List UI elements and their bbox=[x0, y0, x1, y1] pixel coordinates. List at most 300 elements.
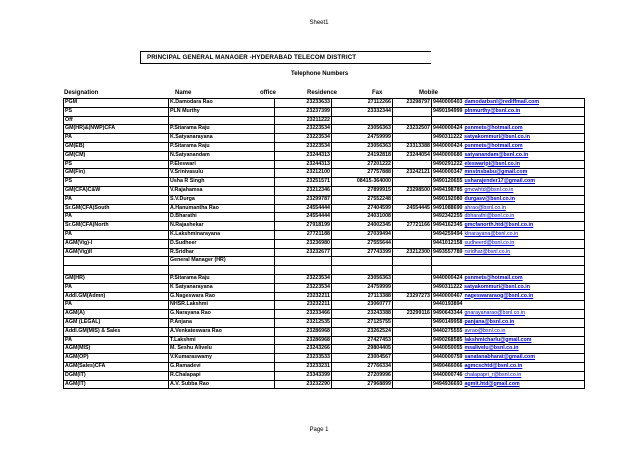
residence-cell: 27209996 bbox=[332, 371, 393, 380]
mobile-cell bbox=[432, 345, 585, 354]
fax-cell: 23242121 bbox=[393, 169, 432, 178]
office-cell: 23223534 bbox=[275, 134, 332, 143]
mobile-cell bbox=[432, 310, 585, 319]
mobile-cell bbox=[432, 230, 585, 239]
office-cell: 23244313 bbox=[275, 151, 332, 160]
email-link[interactable]: sudheerd@bsnl.co.in bbox=[464, 239, 515, 246]
designation-cell: AGM(IT) bbox=[64, 380, 169, 389]
designation-cell: GM(Fin) bbox=[64, 169, 169, 178]
fax-cell bbox=[393, 283, 432, 292]
mobile-number: 9440000424 bbox=[433, 125, 463, 132]
residence-cell: 27968899 bbox=[332, 380, 393, 389]
office-cell: 23212100 bbox=[275, 169, 332, 178]
col-office: office bbox=[260, 90, 277, 96]
residence-cell: 27743399 bbox=[332, 248, 393, 257]
sheet-name: Sheet1 bbox=[309, 20, 329, 26]
name-cell: A.Hanumantha Rao bbox=[169, 204, 275, 213]
directory-table bbox=[63, 98, 585, 389]
fax-cell bbox=[393, 274, 432, 283]
designation-cell: AGM(MIS) bbox=[64, 345, 169, 354]
email-link[interactable]: panjana@bsnl.co.in bbox=[464, 318, 515, 325]
designation-cell: PA bbox=[64, 283, 169, 292]
name-cell: K.Satyanarayana bbox=[169, 134, 275, 143]
mobile-number: 9490291222 bbox=[433, 160, 463, 167]
table-row bbox=[64, 327, 585, 336]
table-row bbox=[64, 213, 585, 222]
office-cell: 23233231 bbox=[275, 362, 332, 371]
name-cell bbox=[169, 116, 275, 125]
col-name: Name bbox=[175, 90, 192, 96]
table-row bbox=[64, 151, 585, 160]
office-cell: 23232290 bbox=[275, 380, 332, 389]
fax-cell bbox=[393, 354, 432, 363]
table-row bbox=[64, 230, 585, 239]
designation-cell: AGM(Vig)-I bbox=[64, 239, 169, 248]
designation-cell: Sr.GM(CFA)North bbox=[64, 222, 169, 231]
mobile-number: 9490149958 bbox=[433, 318, 463, 325]
email-link[interactable]: nageswararaog@bsnl.co.in bbox=[464, 292, 534, 299]
residence-cell: 23060777 bbox=[332, 301, 393, 310]
mobile-number: 9440000680 bbox=[433, 151, 463, 158]
email-link[interactable]: damodarbsnl@rediffmail.com bbox=[464, 99, 540, 105]
designation-cell: PA bbox=[64, 336, 169, 345]
table-row bbox=[64, 292, 585, 301]
fax-cell bbox=[393, 160, 432, 169]
table-row bbox=[64, 239, 585, 248]
residence-cell: 23262524 bbox=[332, 327, 393, 336]
name-cell: V.Rajahamsa bbox=[169, 186, 275, 195]
mobile-cell bbox=[432, 222, 585, 231]
fax-cell bbox=[393, 134, 432, 143]
designation-cell: AGM(OP) bbox=[64, 354, 169, 363]
residence-cell bbox=[332, 257, 393, 266]
fax-cell: 23298797 bbox=[393, 99, 432, 108]
designation-cell: PA bbox=[64, 230, 169, 239]
residence-cell: 24192818 bbox=[332, 151, 393, 160]
email-link[interactable]: satyanandam@bsnl.co.in bbox=[464, 151, 529, 158]
email-link[interactable]: sanatanabharat@gmail.com bbox=[464, 354, 535, 361]
mobile-cell bbox=[432, 301, 585, 310]
residence-cell: 24002345 bbox=[332, 222, 393, 231]
office-cell: 23212535 bbox=[275, 318, 332, 327]
mobile-cell bbox=[432, 169, 585, 178]
office-cell: 23286968 bbox=[275, 336, 332, 345]
fax-cell: 23297273 bbox=[393, 292, 432, 301]
mobile-number: 9440000403 bbox=[433, 99, 463, 105]
residence-cell: 27113388 bbox=[332, 292, 393, 301]
office-cell: 24554444 bbox=[275, 204, 332, 213]
mobile-cell bbox=[432, 160, 585, 169]
table-row bbox=[64, 283, 585, 292]
residence-cell: 23243388 bbox=[332, 310, 393, 319]
designation-cell: AGM (LEGAL) bbox=[64, 318, 169, 327]
table-row bbox=[64, 99, 585, 108]
residence-cell: 29804405 bbox=[332, 345, 393, 354]
name-cell: A.Venkateswara Rao bbox=[169, 327, 275, 336]
mobile-number: 9494259494 bbox=[433, 230, 463, 237]
office-cell: 23244313 bbox=[275, 160, 332, 169]
fax-cell bbox=[393, 380, 432, 389]
designation-cell bbox=[64, 257, 169, 266]
email-link[interactable]: lakshmicharlu@gmail.com bbox=[464, 336, 532, 343]
fax-cell bbox=[393, 362, 432, 371]
mobile-cell bbox=[432, 257, 585, 266]
name-cell: P.Sitarama Raju bbox=[169, 125, 275, 134]
email-link[interactable]: klnarayana@bsnl.co.in bbox=[464, 230, 519, 237]
residence-cell: 23004567 bbox=[332, 354, 393, 363]
table-row bbox=[64, 310, 585, 319]
office-cell bbox=[275, 257, 332, 266]
mobile-cell bbox=[432, 248, 585, 257]
page-footer: Page 1 bbox=[309, 427, 329, 433]
fax-cell bbox=[393, 195, 432, 204]
fax-cell bbox=[393, 178, 432, 187]
mobile-number: 9440000759 bbox=[433, 354, 463, 361]
mobile-number: 9440275555 bbox=[433, 327, 463, 334]
table-row bbox=[64, 186, 585, 195]
name-cell: N.Satyanandam bbox=[169, 151, 275, 160]
name-cell: V.Kumaraswamy bbox=[169, 354, 275, 363]
mobile-cell bbox=[432, 380, 585, 389]
mobile-cell bbox=[432, 134, 585, 143]
office-cell: 23233533 bbox=[275, 354, 332, 363]
name-cell: R.Sridhar bbox=[169, 248, 275, 257]
residence-cell: 27555644 bbox=[332, 239, 393, 248]
name-cell: K.Lakshminarayana bbox=[169, 230, 275, 239]
email-link[interactable]: psnmets@hotmail.com bbox=[464, 142, 523, 149]
fax-cell bbox=[393, 371, 432, 380]
fax-cell: 23244054 bbox=[393, 151, 432, 160]
residence-cell: 27766334 bbox=[332, 362, 393, 371]
residence-cell bbox=[332, 266, 393, 275]
residence-cell: 27552248 bbox=[332, 195, 393, 204]
mobile-number: 9490120655 bbox=[433, 178, 463, 185]
name-cell: NHSR.Lakshmi bbox=[169, 301, 275, 310]
table-row bbox=[64, 204, 585, 213]
mobile-cell bbox=[432, 107, 585, 116]
mobile-number: 9441012158 bbox=[433, 239, 463, 246]
residence-cell: 27404599 bbox=[332, 204, 393, 213]
fax-cell bbox=[393, 336, 432, 345]
designation-cell: GM(HR) bbox=[64, 274, 169, 283]
name-cell: P.Sitarama Raju bbox=[169, 274, 275, 283]
office-cell: 23232677 bbox=[275, 248, 332, 257]
office-cell: 23237399 bbox=[275, 107, 332, 116]
designation-cell: PA bbox=[64, 301, 169, 310]
office-cell: 23223534 bbox=[275, 283, 332, 292]
table-row bbox=[64, 178, 585, 187]
email-link[interactable]: avrao@bsnl.co.in bbox=[464, 327, 506, 334]
office-cell: 23286968 bbox=[275, 327, 332, 336]
mobile-number: 9440000347 bbox=[433, 169, 463, 176]
mobile-cell bbox=[432, 142, 585, 151]
office-cell: 27918199 bbox=[275, 222, 332, 231]
residence-cell: 27039494 bbox=[332, 230, 393, 239]
designation-cell: AGM(Sales)CFA bbox=[64, 362, 169, 371]
office-cell: 23299787 bbox=[275, 195, 332, 204]
name-cell: S.V.Durga bbox=[169, 195, 275, 204]
mobile-cell bbox=[432, 266, 585, 275]
name-cell: T.Lakshmi bbox=[169, 336, 275, 345]
mobile-number: 9492342255 bbox=[433, 213, 463, 220]
name-cell: P.Anjana bbox=[169, 318, 275, 327]
residence-cell: 27201222 bbox=[332, 160, 393, 169]
mobile-number: 9494936693 bbox=[433, 380, 463, 387]
mobile-number: 9494162345 bbox=[433, 222, 463, 229]
designation-cell: PS bbox=[64, 178, 169, 187]
mobile-cell bbox=[432, 274, 585, 283]
mobile-number: 9490194999 bbox=[433, 107, 463, 114]
office-cell: 23236980 bbox=[275, 239, 332, 248]
name-cell: G.Ramadevi bbox=[169, 362, 275, 371]
fax-cell bbox=[393, 266, 432, 275]
mobile-number: 9490643344 bbox=[433, 310, 463, 317]
document-title: PRINCIPAL GENERAL MANAGER -HYDERABAD TELECOM DISTRICT bbox=[147, 54, 357, 61]
email-link[interactable]: ahrao@bsnl.co.in bbox=[464, 204, 506, 211]
name-cell: R.Chalapapi bbox=[169, 371, 275, 380]
table-row bbox=[64, 169, 585, 178]
col-mobile: Mobile bbox=[419, 90, 438, 96]
residence-cell: 24759999 bbox=[332, 134, 393, 143]
name-cell: A.V. Subba Rao bbox=[169, 380, 275, 389]
table-row bbox=[64, 125, 585, 134]
table-row bbox=[64, 248, 585, 257]
office-cell: 27721188 bbox=[275, 230, 332, 239]
mobile-cell bbox=[432, 239, 585, 248]
office-cell: 23211222 bbox=[275, 116, 332, 125]
fax-cell bbox=[393, 257, 432, 266]
office-cell: 23223534 bbox=[275, 125, 332, 134]
name-cell: P.Sitarama Raju bbox=[169, 142, 275, 151]
mobile-number: 9490311222 bbox=[433, 134, 463, 141]
mobile-cell bbox=[432, 204, 585, 213]
fax-cell: 23232507 bbox=[393, 125, 432, 134]
email-link[interactable]: gnarayanarao@bsnl.co.in bbox=[464, 310, 525, 317]
email-link[interactable]: satyakommuri@bsnl.co.in bbox=[464, 134, 530, 141]
designation-cell: Addl.GM(Admn) bbox=[64, 292, 169, 301]
residence-cell: 24031008 bbox=[332, 213, 393, 222]
email-link[interactable]: msalivelu@bsnl.co.in bbox=[464, 345, 519, 352]
mobile-cell bbox=[432, 178, 585, 187]
office-cell: 23223534 bbox=[275, 142, 332, 151]
mobile-number: 9440000424 bbox=[433, 274, 463, 281]
fax-cell bbox=[393, 301, 432, 310]
name-cell: D.Sudheer bbox=[169, 239, 275, 248]
name-cell: K.Damodara Rao bbox=[169, 99, 275, 108]
table-row bbox=[64, 380, 585, 389]
name-cell: General Manager (HR) bbox=[169, 257, 275, 266]
mobile-cell bbox=[432, 195, 585, 204]
office-cell: 23232211 bbox=[275, 301, 332, 310]
email-link[interactable]: satyakommuri@bsnl.co.in bbox=[464, 283, 530, 290]
email-link[interactable]: mnstnsbabu@gmail.com bbox=[464, 169, 528, 176]
mobile-cell bbox=[432, 354, 585, 363]
designation-cell: GM(HR)&(NWP)CFA bbox=[64, 125, 169, 134]
residence-cell: 23056363 bbox=[332, 125, 393, 134]
table-row bbox=[64, 222, 585, 231]
col-designation: Designation bbox=[64, 90, 99, 96]
designation-cell: PS bbox=[64, 107, 169, 116]
mobile-cell bbox=[432, 99, 585, 108]
mobile-number: 9440000467 bbox=[433, 292, 463, 299]
name-cell: G.Nageswara Rao bbox=[169, 292, 275, 301]
mobile-number: 9490192080 bbox=[433, 195, 463, 202]
mobile-number: 9490466066 bbox=[433, 362, 463, 369]
name-cell: P.Eleswari bbox=[169, 160, 275, 169]
residence-cell: 23332344 bbox=[332, 107, 393, 116]
residence-cell bbox=[332, 116, 393, 125]
fax-cell bbox=[393, 345, 432, 354]
email-link[interactable]: dbharathi@bsnl.co.in bbox=[464, 213, 515, 220]
mobile-cell bbox=[432, 336, 585, 345]
mobile-cell bbox=[432, 151, 585, 160]
mobile-number: 9440193894 bbox=[433, 301, 463, 308]
residence-cell: 27427453 bbox=[332, 336, 393, 345]
designation-cell: PA bbox=[64, 134, 169, 143]
table-row bbox=[64, 345, 585, 354]
office-cell: 23232211 bbox=[275, 292, 332, 301]
mobile-cell bbox=[432, 371, 585, 380]
name-cell: V.Srinivasulu bbox=[169, 169, 275, 178]
designation-cell: Sr.GM(CFA)South bbox=[64, 204, 169, 213]
name-cell: N.Rajashekar bbox=[169, 222, 275, 231]
fax-cell: 23212300 bbox=[393, 248, 432, 257]
email-link[interactable]: chalapapri_r@bsnl.co.in bbox=[464, 371, 522, 378]
mobile-number: 9491088690 bbox=[433, 204, 463, 211]
designation-cell: PA bbox=[64, 213, 169, 222]
table-row bbox=[64, 354, 585, 363]
table-row bbox=[64, 274, 585, 283]
name-cell: K Satyanarayana bbox=[169, 283, 275, 292]
fax-cell: 23313388 bbox=[393, 142, 432, 151]
table-row bbox=[64, 107, 585, 116]
designation-cell bbox=[64, 266, 169, 275]
fax-cell bbox=[393, 318, 432, 327]
col-residence: Residence bbox=[307, 90, 338, 96]
mobile-cell bbox=[432, 283, 585, 292]
mobile-cell bbox=[432, 318, 585, 327]
email-link[interactable]: usharajender17@gmail.com bbox=[464, 178, 535, 185]
office-cell bbox=[275, 266, 332, 275]
designation-cell: Addl.GM(MIS) & Sales bbox=[64, 327, 169, 336]
mobile-cell bbox=[432, 327, 585, 336]
email-link[interactable]: eleswaripi@bsnl.co.in bbox=[464, 160, 520, 167]
fax-cell bbox=[393, 239, 432, 248]
name-cell: PLN Murthy bbox=[169, 107, 275, 116]
residence-cell: 27757888 bbox=[332, 169, 393, 178]
email-link[interactable]: agmcschtd@bsnl.co.in bbox=[464, 362, 523, 369]
office-cell: 23243266 bbox=[275, 345, 332, 354]
fax-cell bbox=[393, 230, 432, 239]
residence-cell: 23056363 bbox=[332, 142, 393, 151]
email-link[interactable]: gmcfanorth.htd@bsnl.co.in bbox=[464, 222, 534, 229]
email-link[interactable]: psnmets@hotmail.com bbox=[464, 274, 523, 281]
mobile-cell bbox=[432, 213, 585, 222]
mobile-number: 9494198785 bbox=[433, 186, 463, 193]
fax-cell bbox=[393, 327, 432, 336]
mobile-number: 9493557789 bbox=[433, 248, 463, 255]
office-cell: 23233633 bbox=[275, 99, 332, 108]
office-cell: 23343399 bbox=[275, 371, 332, 380]
designation-cell: PS bbox=[64, 160, 169, 169]
name-cell: Usha R Singh bbox=[169, 178, 275, 187]
designation-cell: GM(EB) bbox=[64, 142, 169, 151]
office-cell: 23233466 bbox=[275, 310, 332, 319]
table-row bbox=[64, 142, 585, 151]
designation-cell: AGM(A) bbox=[64, 310, 169, 319]
mobile-cell bbox=[432, 186, 585, 195]
mobile-cell bbox=[432, 292, 585, 301]
fax-cell bbox=[393, 107, 432, 116]
fax-cell: 23299116 bbox=[393, 310, 432, 319]
mobile-number: 9440000424 bbox=[433, 142, 463, 149]
designation-cell: GM(CM) bbox=[64, 151, 169, 160]
table-row bbox=[64, 257, 585, 266]
table-row bbox=[64, 371, 585, 380]
mobile-number: 9490311222 bbox=[433, 283, 463, 290]
designation-cell: Off bbox=[64, 116, 169, 125]
fax-cell: 23298500 bbox=[393, 186, 432, 195]
office-cell: 23251571 bbox=[275, 178, 332, 187]
office-cell: 23223534 bbox=[275, 274, 332, 283]
mobile-cell bbox=[432, 362, 585, 371]
table-row bbox=[64, 301, 585, 310]
col-fax: Fax bbox=[372, 90, 383, 96]
table-row bbox=[64, 134, 585, 143]
mobile-cell bbox=[432, 125, 585, 134]
residence-cell: 24759999 bbox=[332, 283, 393, 292]
name-cell bbox=[169, 266, 275, 275]
email-link[interactable]: gmcwhtd@bsnl.co.in bbox=[464, 186, 514, 193]
email-link[interactable]: agmit.htd@gmail.com bbox=[464, 380, 520, 387]
residence-cell: 27112266 bbox=[332, 99, 393, 108]
residence-cell: 27899915 bbox=[332, 186, 393, 195]
fax-cell: 27721166 bbox=[393, 222, 432, 231]
designation-cell: PGM bbox=[64, 99, 169, 108]
designation-cell: GM(CFA)C&W bbox=[64, 186, 169, 195]
table-row bbox=[64, 160, 585, 169]
designation-cell: DGM(IT) bbox=[64, 371, 169, 380]
mobile-number: 9440000746 bbox=[433, 371, 463, 378]
office-cell: 23212346 bbox=[275, 186, 332, 195]
fax-cell: 24554445 bbox=[393, 204, 432, 213]
mobile-number: 9440050055 bbox=[433, 345, 463, 352]
residence-cell: 27125755 bbox=[332, 318, 393, 327]
name-cell: G.Narayana Rao bbox=[169, 310, 275, 319]
fax-cell bbox=[393, 116, 432, 125]
telephone-header: Telephone Numbers bbox=[291, 71, 349, 77]
office-cell: 24554444 bbox=[275, 213, 332, 222]
table-row bbox=[64, 195, 585, 204]
email-link[interactable]: rsridhar@bsnl.co.in bbox=[464, 248, 511, 255]
mobile-cell bbox=[432, 116, 585, 125]
name-cell: M. Seshu Alivelu bbox=[169, 345, 275, 354]
email-link[interactable]: plnmurthy@bsnl.co.in bbox=[464, 107, 521, 114]
mobile-number: 9490268585 bbox=[433, 336, 463, 343]
table-row bbox=[64, 318, 585, 327]
residence-cell: 23056363 bbox=[332, 274, 393, 283]
name-cell: D.Bharathi bbox=[169, 213, 275, 222]
fax-cell bbox=[393, 213, 432, 222]
table-row bbox=[64, 266, 585, 275]
residence-cell: 08415-364000 bbox=[332, 178, 393, 187]
email-link[interactable]: psnmets@hotmail.com bbox=[464, 125, 523, 132]
designation-cell: AGM(Vig)II bbox=[64, 248, 169, 257]
table-row bbox=[64, 336, 585, 345]
designation-cell: PA bbox=[64, 195, 169, 204]
table-row bbox=[64, 116, 585, 125]
email-link[interactable]: durgasv@bsnl.co.in bbox=[464, 195, 515, 202]
